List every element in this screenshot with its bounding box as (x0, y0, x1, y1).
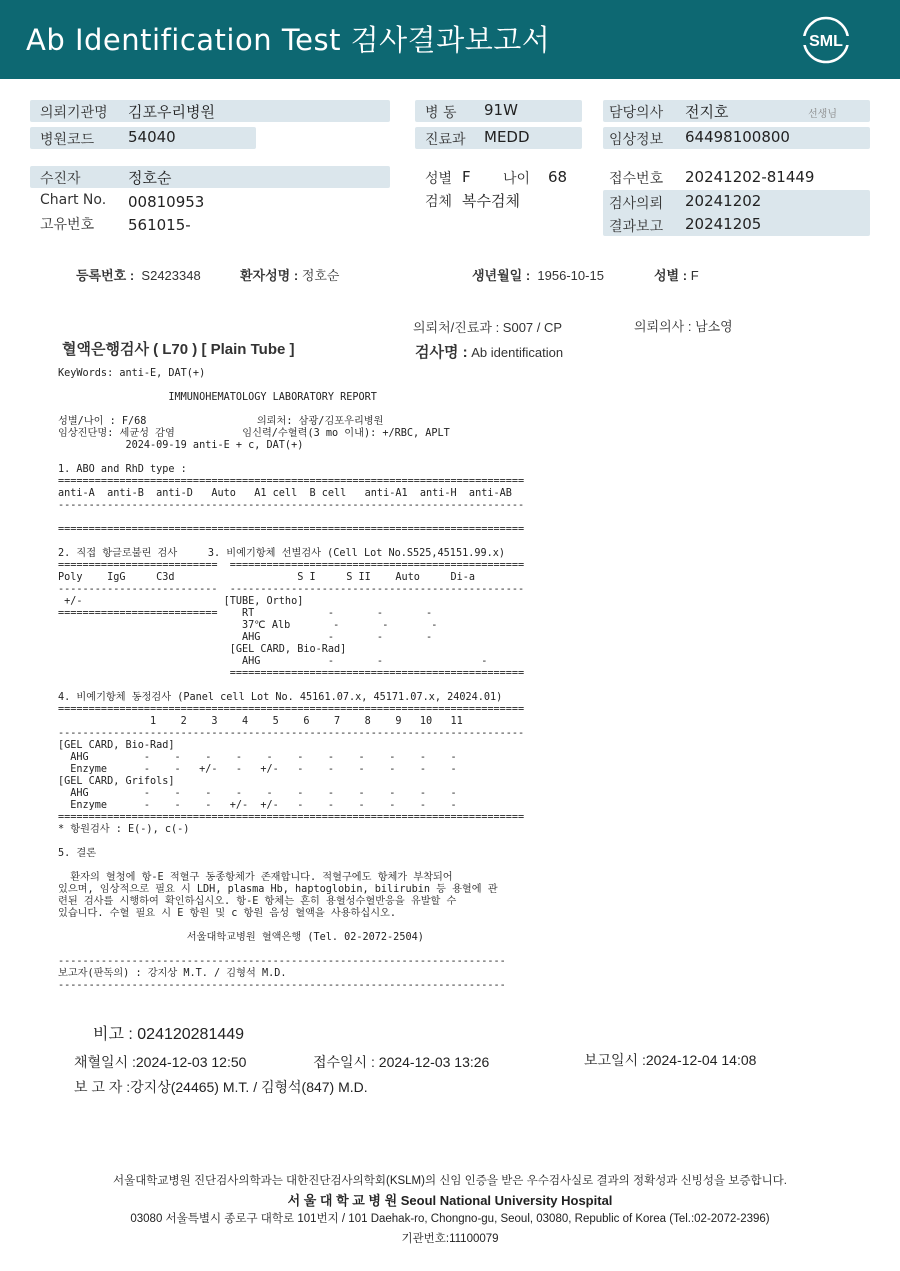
chart-label: Chart No. (40, 192, 107, 208)
test-group: 혈액은행검사 ( L70 ) [ Plain Tube ] (62, 341, 295, 358)
lab-report-body (58, 368, 578, 992)
report-line (58, 452, 578, 464)
hospital-name: 서 울 대 학 교 병 원 Seoul National University Hospital (287, 1193, 613, 1208)
sex-label: 성별 (425, 171, 453, 187)
report-line: 5. 결론 (58, 848, 97, 859)
recv-label: 접수일시 : (313, 1054, 375, 1070)
collect-value: 2024-12-03 12:50 (135, 1054, 247, 1070)
report-line: [GEL CARD, Bio-Rad] (58, 740, 175, 751)
report-line: ========================== ================================================ (58, 560, 525, 571)
report-line: ================================================ (58, 668, 525, 679)
hospital-address: 03080 서울특별시 종로구 대학로 101번지 / 101 Daehak-ro, Chongno-gu, Seoul, 03080, Republic of Korea (Tel.:02-2072-2396) (130, 1213, 770, 1225)
report-line: 1 2 3 4 5 6 7 8 9 10 11 (58, 716, 463, 727)
referral-dept: 의뢰처/진료과 : S007 / CP (413, 320, 563, 335)
name-value: 정호순 (301, 268, 340, 283)
clinical-label: 임상정보 (609, 132, 664, 148)
unique-value: 561015- (128, 216, 191, 234)
report-line: 2024-09-19 anti-E + c, DAT(+) (58, 440, 304, 451)
meta-sex-value: F (690, 268, 699, 283)
ward-label: 병 동 (425, 105, 457, 121)
age-label: 나이 (503, 171, 531, 187)
dept-label: 진료과 (425, 132, 466, 148)
report-line: [GEL CARD, Grifols] (58, 776, 175, 787)
institution-number: 기관번호:11100079 (401, 1233, 499, 1245)
request-label: 검사의뢰 (609, 196, 664, 212)
note (93, 1021, 244, 1044)
report-line (58, 860, 578, 872)
report-line (58, 512, 578, 524)
report-line: AHG - - - (58, 632, 433, 643)
test-name-value: Ab identification (471, 345, 564, 360)
report-date-label: 결과보고 (609, 219, 664, 235)
report-line: anti-A anti-B anti-D Auto A1 cell B cell anti-A1 anti-H anti-AB (58, 488, 512, 499)
report-line: 4. 비예기항체 동정검사 (Panel cell Lot No. 45161.07.x, 45171.07.x, 24024.01) (58, 692, 503, 703)
report-line: ============================================================================ (58, 812, 525, 823)
collect-label: 채혈일시 : (74, 1054, 136, 1070)
report-line: 보고자(판독의) : 강지상 M.T. / 김형석 M.D. (58, 968, 287, 979)
report-line: ---------------------------------------------------------------------------- (58, 500, 525, 511)
report-line (58, 836, 578, 848)
report-line: ============================================================================ (58, 704, 525, 715)
report-line: Enzyme - - +/- - +/- - - - - - - (58, 764, 457, 775)
dept-value: MEDD (484, 128, 530, 146)
reporter (74, 1077, 368, 1097)
unique-label: 고유번호 (40, 217, 95, 233)
report-line: AHG - - - - - - - - - - - (58, 752, 457, 763)
receive-time (313, 1052, 489, 1072)
report-line (58, 680, 578, 692)
chart-value: 00810953 (128, 193, 205, 211)
report-line: 2. 직접 항글로불린 검사 3. 비예기항체 선별검사 (Cell Lot No.S525,45151.99.x) (58, 548, 506, 559)
birth-value: 1956-10-15 (537, 268, 604, 283)
report-line (58, 944, 578, 956)
report-line: ============================================================================ (58, 524, 525, 535)
report-line: ------------------------------------------------------------------------- (58, 956, 506, 967)
reg-label: 등록번호 : (76, 268, 135, 283)
referral-doctor: 의뢰의사 : 남소영 (634, 319, 733, 334)
ward-value: 91W (484, 101, 518, 119)
test-name-label: 검사명 : (415, 344, 468, 361)
meta-sex-label: 성별 : (654, 268, 688, 283)
reporter-label: 보 고 자 : (74, 1079, 131, 1095)
sml-logo (800, 14, 852, 66)
recv-value: 2024-12-03 13:26 (378, 1054, 490, 1070)
registration-number (76, 265, 201, 284)
report-line: 있으며, 임상적으로 필요 시 LDH, plasma Hb, haptoglobin, bilirubin 등 용혈에 관 (58, 884, 498, 895)
report-line: 37℃ Alb - - - (58, 620, 438, 631)
request-value: 20241202 (685, 192, 762, 210)
report-line (58, 920, 578, 932)
note-label: 비고 : (93, 1026, 133, 1043)
reporter-value: 강지상(24465) M.T. / 김형석(847) M.D. (130, 1079, 368, 1095)
receipt-label: 접수번호 (609, 171, 664, 187)
report-line: ========================== RT - - - (58, 608, 433, 619)
svg-text:SML: SML (809, 33, 843, 50)
report-line: ------------------------------------------------------------------------- (58, 980, 506, 991)
certification-text: 서울대학교병원 진단검사의학과는 대한진단검사의학회(KSLM)의 신임 인증을 받은 우수검사실로 결과의 정확성과 신빙성을 보증합니다. (112, 1175, 787, 1187)
institution-value: 김포우리병원 (128, 103, 215, 121)
report-line: 련된 검사를 시행하여 확인하십시오. 항-E 항체는 흔히 용혈성수혈반응을 유발할 수 (58, 896, 457, 907)
report-line: 서울대학교병원 혈액은행 (Tel. 02-2072-2504) (58, 932, 424, 943)
meta-sex (654, 265, 699, 284)
collect-time (74, 1052, 246, 1072)
report-line (58, 536, 578, 548)
report-line: 성별/나이 : F/68 의뢰처: 삼광/김포우리병원 (58, 416, 384, 427)
patient-name (240, 265, 340, 284)
birth-date (472, 265, 604, 284)
report-line: 있습니다. 수혈 필요 시 E 항원 및 c 항원 음성 혈액을 사용하십시오. (58, 908, 397, 919)
hospital-code-label: 병원코드 (40, 132, 95, 148)
institution-label: 의뢰기관명 (40, 105, 108, 121)
report-line: -------------------------- ------------------------------------------------ (58, 584, 525, 595)
report-date-value: 20241205 (685, 215, 762, 233)
specimen-value: 복수검체 (462, 192, 520, 210)
clinical-value: 64498100800 (685, 128, 790, 146)
report-line (58, 380, 578, 392)
specimen-label: 검체 (425, 194, 453, 210)
receipt-value: 20241202-81449 (685, 168, 815, 186)
report-line: KeyWords: anti-E, DAT(+) (58, 368, 206, 379)
report-title: Ab Identification Test 검사결과보고서 (26, 23, 551, 57)
age-value: 68 (548, 168, 568, 186)
patient-bar (30, 166, 390, 188)
report-line: 1. ABO and RhD type : (58, 464, 187, 475)
report-line: ---------------------------------------------------------------------------- (58, 728, 525, 739)
report-time-value: 2024-12-04 14:08 (645, 1052, 757, 1068)
report-line: 환자의 혈청에 항-E 적혈구 동종항체가 존재합니다. 적혈구에도 항체가 부착되어 (58, 872, 453, 883)
sex-value: F (462, 168, 471, 186)
report-line: IMMUNOHEMATOLOGY LABORATORY REPORT (58, 392, 377, 403)
report-header (0, 0, 900, 79)
note-value: 024120281449 (137, 1026, 245, 1043)
report-line: ============================================================================ (58, 476, 525, 487)
doctor-suffix: 선생님 (808, 109, 837, 120)
report-line: Enzyme - - - +/- +/- - - - - - - (58, 800, 457, 811)
report-line: [GEL CARD, Bio-Rad] (58, 644, 347, 655)
doctor-label: 담당의사 (609, 105, 664, 121)
report-time (584, 1050, 756, 1070)
name-label: 환자성명 : (240, 268, 299, 283)
doctor-value: 전지호 (685, 103, 729, 121)
report-line: * 항원검사 : E(-), c(-) (58, 824, 190, 835)
report-line: Poly IgG C3d S I S II Auto Di-a (58, 572, 476, 583)
report-time-label: 보고일시 : (584, 1052, 646, 1068)
patient-value: 정호순 (128, 169, 172, 187)
test-name (415, 341, 563, 362)
report-line: +/- [TUBE, Ortho] (58, 596, 304, 607)
report-line: AHG - - - - - - - - - - - (58, 788, 457, 799)
report-line: AHG - - - (58, 656, 488, 667)
report-line (58, 404, 578, 416)
reg-value: S2423348 (141, 268, 201, 283)
patient-label: 수진자 (40, 171, 81, 187)
hospital-code-value: 54040 (128, 128, 176, 146)
report-line: 임상진단명: 세균성 감염 임신력/수혈력(3 mo 이내): +/RBC, APLT (58, 428, 450, 439)
birth-label: 생년월일 : (472, 268, 531, 283)
